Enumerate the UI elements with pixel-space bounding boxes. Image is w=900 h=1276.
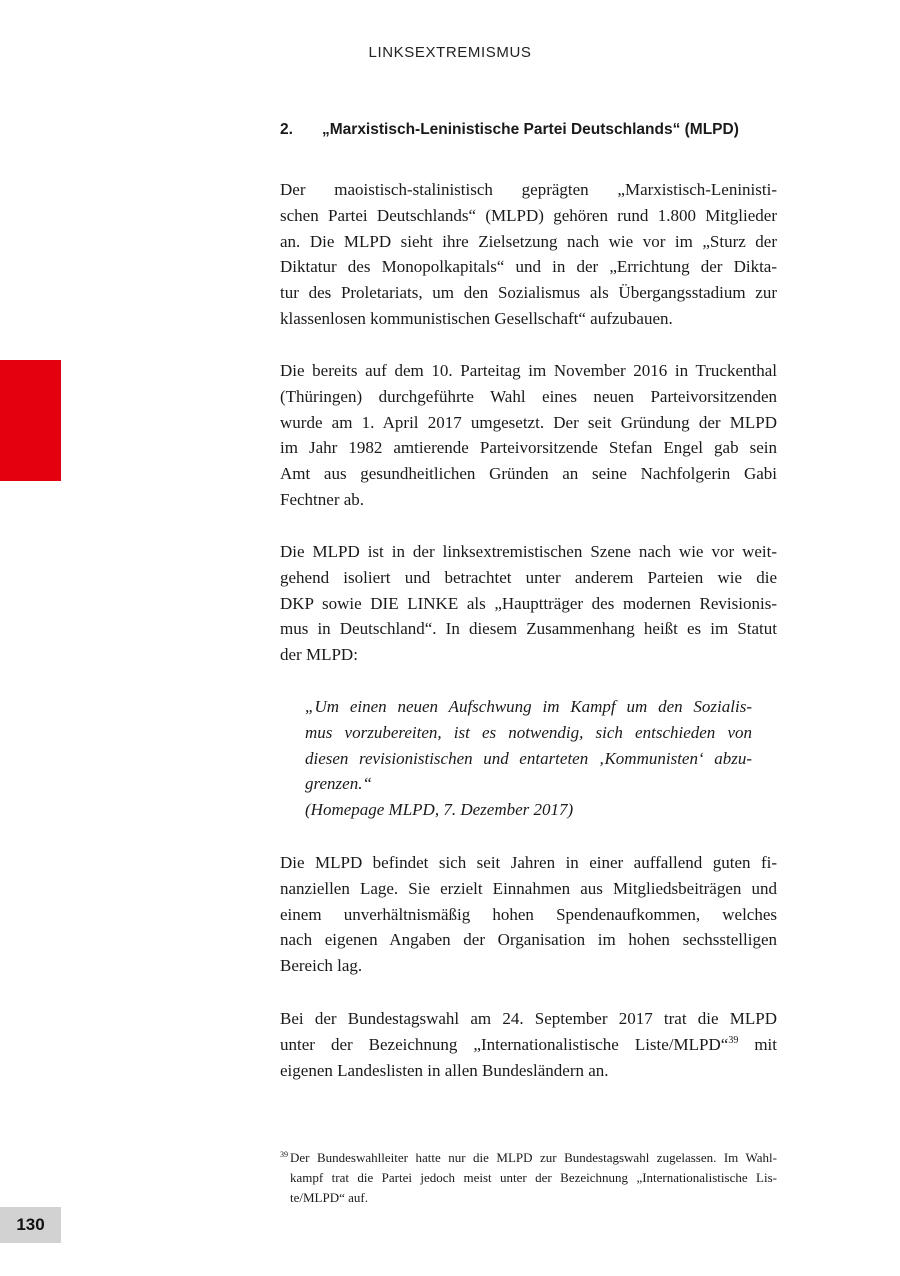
text-span: unter der Bezeichnung „Internationalistische Liste/MLPD“ <box>280 1034 729 1054</box>
block-quote <box>305 694 752 823</box>
text-line: Die bereits auf dem 10. Parteitag im November 2016 in Truckenthal <box>280 361 777 380</box>
text-line <box>280 1032 777 1058</box>
paragraph <box>280 177 777 332</box>
paragraph <box>280 539 777 668</box>
section-number: 2. <box>280 121 293 138</box>
quote-source: (Homepage MLPD, 7. Dezember 2017) <box>305 800 574 820</box>
text-line: (Thüringen) durchgeführte Wahl eines neuen Parteivorsitzenden <box>280 386 777 406</box>
text-line: klassenlosen kommunistischen Gesellschaft“ aufzubauen. <box>280 308 673 328</box>
text-line: mus vorzubereiten, ist es notwendig, sich entschieden von <box>305 722 752 742</box>
text-line: eigenen Landeslisten in allen Bundesländern an. <box>280 1060 609 1080</box>
paragraph <box>280 358 777 513</box>
running-header: LINKSEXTREMISMUS <box>368 44 532 61</box>
text-line: einem unverhältnismäßig hohen Spendenaufkommen, welches <box>280 904 777 924</box>
text-line: grenzen.“ <box>305 774 372 794</box>
text-line: nach eigenen Angaben der Organisation im hohen sechsstelligen <box>280 930 777 950</box>
text-span: Der Bundeswahlleiter hatte nur die MLPD zur Bundestagswahl zugelassen. Im Wahl- <box>290 1150 777 1165</box>
text-line: Diktatur des Monopolkapitals“ und in der „Errichtung der Dikta- <box>280 257 777 277</box>
text-line: gehend isoliert und betrachtet unter anderem Parteien wie die <box>280 567 777 587</box>
text-line: wurde am 1. April 2017 umgesetzt. Der seit Gründung der MLPD <box>280 412 777 432</box>
text-line: Die MLPD ist in der linksextremistischen Szene nach wie vor weit- <box>280 542 777 561</box>
text-line: nanziellen Lage. Sie erzielt Einnahmen aus Mitgliedsbeiträgen und <box>280 878 777 898</box>
text-line: DKP sowie DIE LINKE als „Hauptträger des modernen Revisionis- <box>280 593 777 613</box>
text-line: im Jahr 1982 amtierende Parteivorsitzende Stefan Engel gab sein <box>280 438 777 458</box>
text-line: Bereich lag. <box>280 956 363 976</box>
text-line: Bei der Bundestagswahl am 24. September 2017 trat die MLPD <box>280 1009 777 1028</box>
text-line: Die MLPD befindet sich seit Jahren in einer auffallend guten fi- <box>280 853 777 872</box>
text-line: schen Partei Deutschlands“ (MLPD) gehören rund 1.800 Mitglieder <box>280 205 777 225</box>
footnote-line <box>280 1148 777 1168</box>
text-line: der MLPD: <box>280 645 358 665</box>
quote-text <box>305 694 752 797</box>
text-line: an. Die MLPD sieht ihre Zielsetzung nach wie vor im „Sturz der <box>280 231 777 251</box>
page-number: 130 <box>0 1207 61 1243</box>
footnote-line: kampf trat die Partei jedoch meist unter der Bezeichnung „Internationalistische Lis- <box>290 1170 777 1185</box>
paragraph <box>280 850 777 979</box>
text-span: mit <box>738 1034 777 1054</box>
text-line: mus in Deutschland“. In diesem Zusammenhang heißt es im Statut <box>280 619 777 639</box>
text-line: „Um einen neuen Aufschwung im Kampf um den Sozialis- <box>305 697 752 716</box>
text-line: Fechtner ab. <box>280 489 365 509</box>
text-line: Amt aus gesundheitlichen Gründen an seine Nachfolgerin Gabi <box>280 464 777 484</box>
text-line: tur des Proletariats, um den Sozialismus als Übergangsstadium zur <box>280 283 777 303</box>
text-line: Der maoistisch-stalinistisch geprägten „Marxistisch-Leninisti- <box>280 180 777 199</box>
footnote-number: 39 <box>280 1150 288 1159</box>
footnote <box>280 1148 777 1208</box>
paragraph <box>280 1006 777 1083</box>
footnote-line: te/MLPD“ auf. <box>290 1190 368 1205</box>
chapter-marker-bar <box>0 360 61 481</box>
section-title: „Marxistisch-Leninistische Partei Deutschlands“ (MLPD) <box>322 121 739 138</box>
footnote-ref[interactable]: 39 <box>728 1034 739 1046</box>
text-line: diesen revisionistischen und entarteten ‚Kommunisten‘ abzu- <box>305 748 752 768</box>
